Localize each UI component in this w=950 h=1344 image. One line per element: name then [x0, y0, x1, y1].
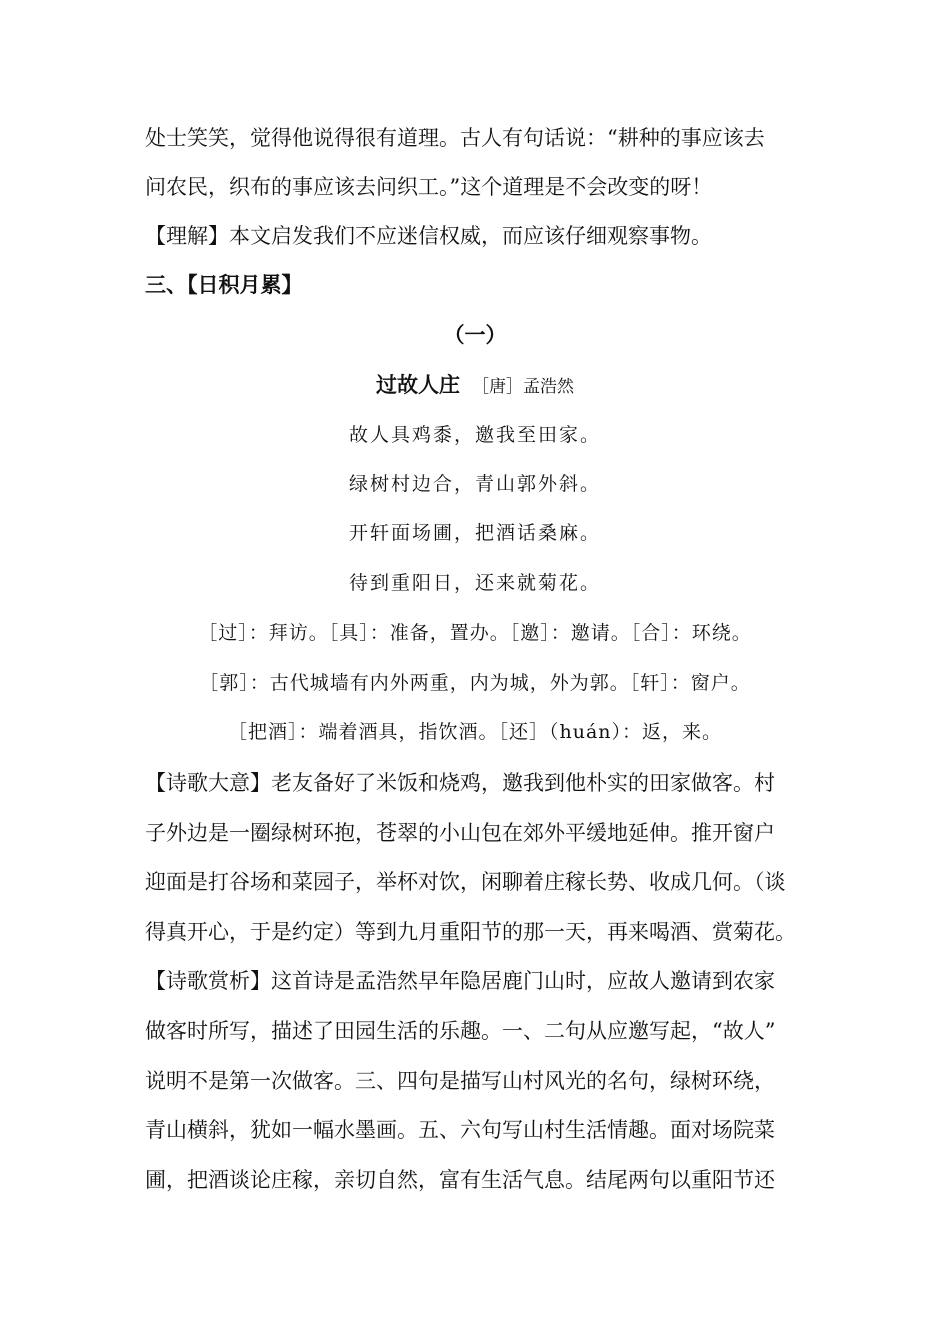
meaning-line: 得真开心，于是约定）等到九月重阳节的那一天，再来喝酒、赏菊花。: [145, 920, 796, 944]
appreciation-line: 圃，把酒谈论庄稼，亲切自然，富有生活气息。结尾两句以重阳节还: [145, 1168, 775, 1192]
appreciation-line: 青山横斜，犹如一幅水墨画。五、六句写山村生活情趣。面对场院菜: [145, 1118, 775, 1142]
understanding-line: 【理解】本文启发我们不应迷信权威，而应该仔细观察事物。: [145, 224, 712, 248]
meaning-line: 子外边是一圈绿树环抱，苍翠的小山包在郊外平缓地延伸。推开窗户: [145, 821, 775, 845]
paragraph-line: 处士笑笑，觉得他说得很有道理。古人有句话说：“耕种的事应该去: [145, 126, 765, 150]
poem-title-row: [0, 370, 950, 402]
poem-author: ［唐］孟浩然: [472, 377, 574, 397]
appreciation-line: 说明不是第一次做客。三、四句是描写山村风光的名句，绿树环绕，: [145, 1069, 775, 1093]
appreciation-line: 【诗歌赏析】这首诗是孟浩然早年隐居鹿门山时，应故人邀请到农家: [145, 969, 775, 993]
annotation-line: ［过］：拜访。［具］：准备，置办。［邀］：邀请。［合］：环绕。: [198, 622, 752, 644]
poem-line: 待到重阳日，还来就菊花。: [348, 572, 601, 594]
annotation-line: ［把酒］：端着酒具，指饮酒。［还］（huán）：返，来。: [227, 721, 723, 743]
section-heading: 三、【日积月累】: [145, 273, 303, 297]
poem-line: 故人具鸡黍，邀我至田家。: [348, 424, 601, 446]
poem-line: 绿树村边合，青山郭外斜。: [348, 473, 601, 495]
annotation-line: ［郭］：古代城墙有内外两重，内为城，外为郭。［轩］：窗户。: [199, 672, 751, 694]
subsection-number: （一）: [443, 323, 507, 347]
meaning-line: 迎面是打谷场和菜园子，举杯对饮，闲聊着庄稼长势、收成几何。（谈: [145, 870, 786, 894]
poem-line: 开轩面场圃，把酒话桑麻。: [348, 522, 601, 544]
meaning-line: 【诗歌大意】老友备好了米饭和烧鸡，邀我到他朴实的田家做客。村: [145, 771, 775, 795]
appreciation-line: 做客时所写，描述了田园生活的乐趣。一、二句从应邀写起，“故人”: [145, 1019, 776, 1043]
poem-title: 过故人庄: [376, 373, 460, 397]
paragraph-line: 问农民，织布的事应该去问织工。”这个道理是不会改变的呀！: [145, 175, 713, 199]
